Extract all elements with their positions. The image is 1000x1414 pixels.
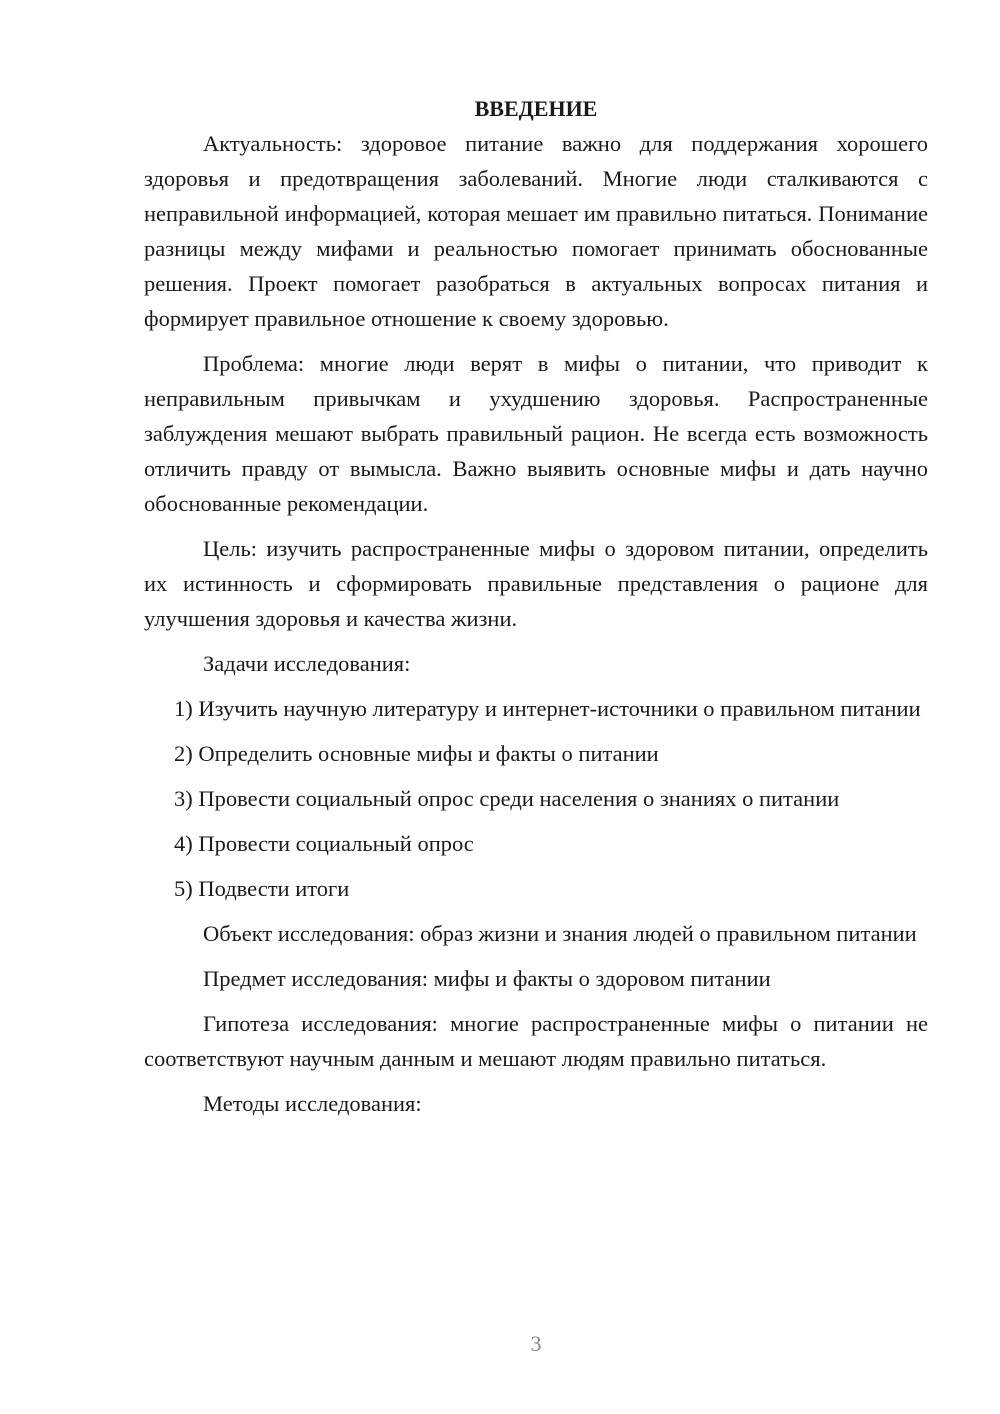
page-number: 3 — [530, 1331, 542, 1356]
list-item: 2) Определить основные мифы и факты о питании — [174, 741, 659, 766]
paragraph-goal: Цель: изучить распространенные мифы о здоровом питании, определить их истинность и сформировать правильные представления о рационе для улучшения здоровья и качества жизни. — [144, 536, 928, 631]
paragraph-problem: Проблема: многие люди верят в мифы о питании, что приводит к неправильным привычкам и ухудшению здоровья. Распространенные заблуждения мешают выбрать правильный рацион. Не всегда есть возможность отличить правду от вымысла. Важно выявить основные мифы и дать научно обоснованные рекомендации. — [144, 351, 928, 516]
methods-heading: Методы исследования: — [203, 1091, 422, 1116]
list-item: 1) Изучить научную литературу и интернет-источники о правильном питании — [174, 696, 921, 721]
list-item: 4) Провести социальный опрос — [174, 831, 474, 856]
document-page — [144, 92, 928, 1131]
list-item: 5) Подвести итоги — [174, 876, 350, 901]
document-title: ВВЕДЕНИЕ — [474, 96, 598, 121]
tasks-list — [144, 691, 928, 906]
paragraph-relevance: Актуальность: здоровое питание важно для поддержания хорошего здоровья и предотвращения заболеваний. Многие люди сталкиваются с неправильной информацией, которая мешает им правильно питаться. Понимание разницы между мифами и реальностью помогает принимать обоснованные решения. Проект помогает разобраться в актуальных вопросах питания и формирует правильное отношение к своему здоровью. — [144, 131, 928, 331]
paragraph-object: Объект исследования: образ жизни и знания людей о правильном питании — [203, 921, 917, 946]
tasks-heading: Задачи исследования: — [203, 651, 411, 676]
list-item: 3) Провести социальный опрос среди населения о знаниях о питании — [174, 786, 840, 811]
paragraph-subject: Предмет исследования: мифы и факты о здоровом питании — [203, 966, 771, 991]
paragraph-hypothesis: Гипотеза исследования: многие распространенные мифы о питании не соответствуют научным данным и мешают людям правильно питаться. — [144, 1011, 928, 1071]
